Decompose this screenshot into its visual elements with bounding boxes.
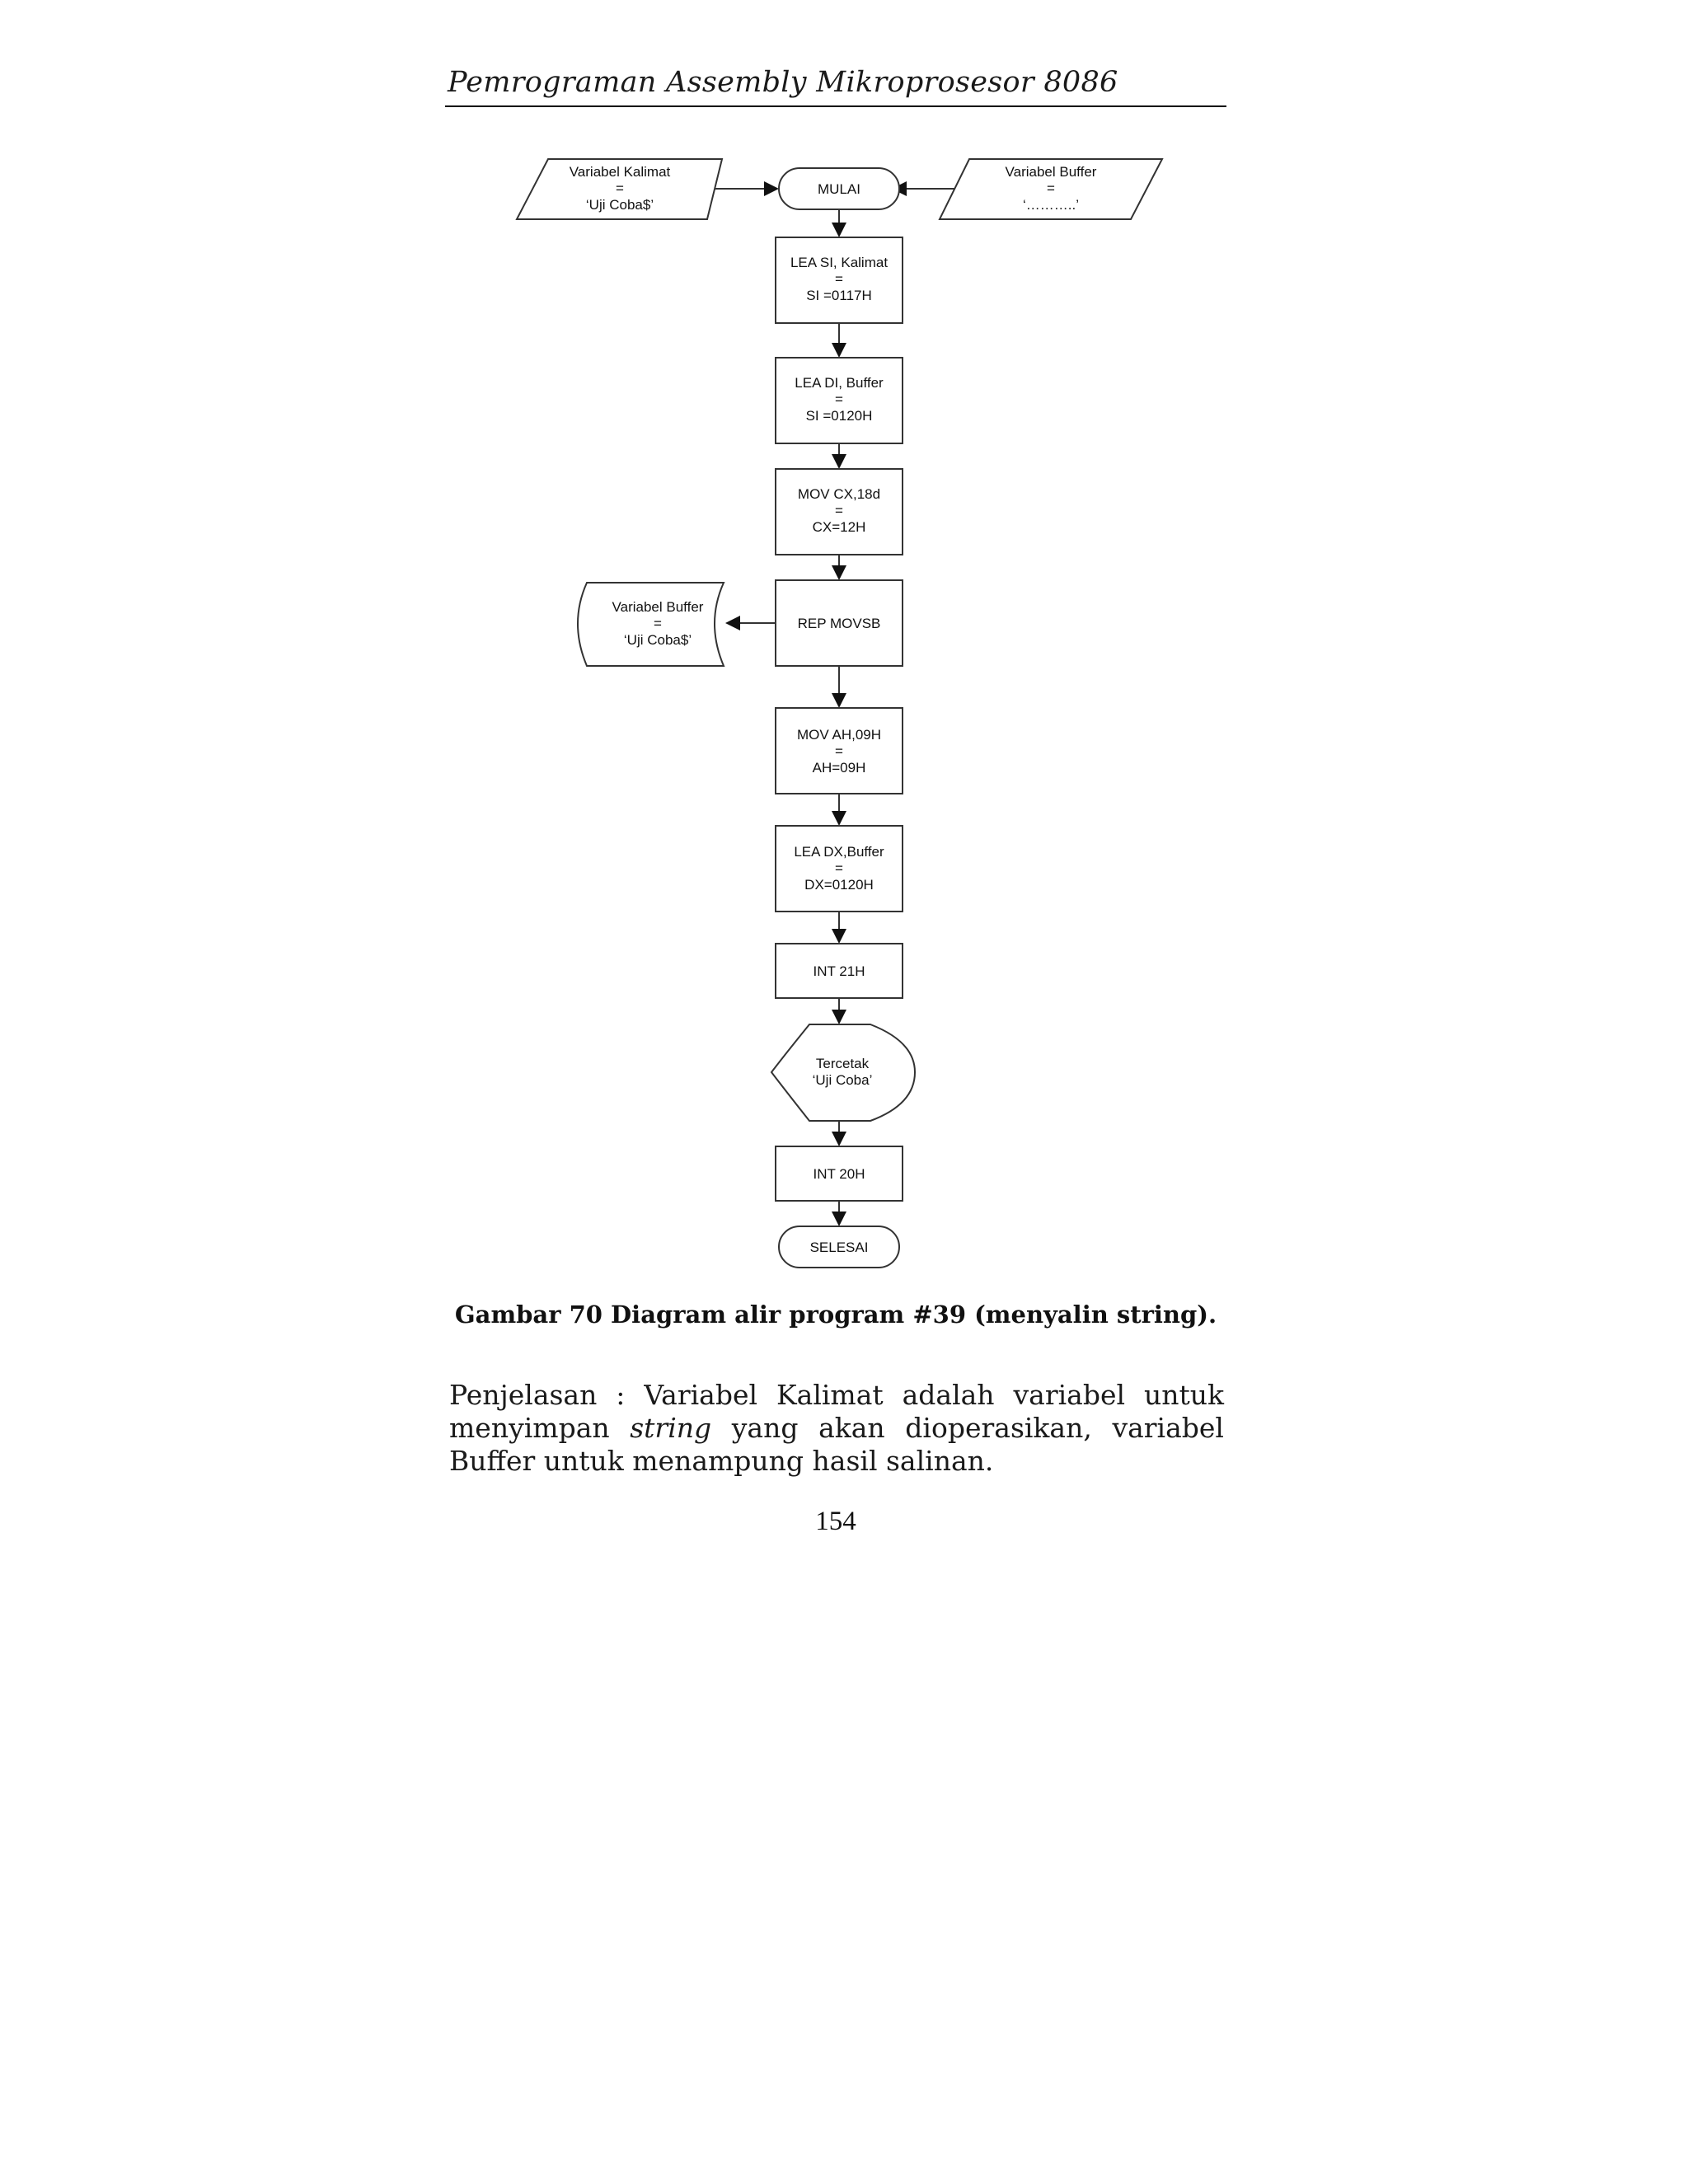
node-text-line: ‘Uji Coba$’: [623, 632, 692, 648]
node-text-line: =: [1047, 180, 1055, 196]
arrowhead-icon: [832, 811, 846, 826]
node-mov-ah: [776, 708, 903, 794]
node-text-line: =: [835, 743, 843, 759]
node-text-line: Variabel Buffer: [612, 599, 704, 615]
explanation-text: Penjelasan : Variabel Kalimat adalah variabel untuk menyimpan: [449, 1379, 1224, 1444]
explanation-paragraph: [449, 1379, 1224, 1478]
arrowhead-icon: [832, 1010, 846, 1024]
page-number: 154: [815, 1507, 856, 1536]
arrowhead-icon: [725, 616, 740, 630]
node-text-line: INT 20H: [813, 1166, 865, 1182]
node-lea-dx: [776, 826, 903, 912]
node-text-line: =: [616, 180, 624, 196]
node-text-line: =: [835, 271, 843, 287]
node-text-line: ‘………..’: [1023, 197, 1079, 213]
node-variabel-buffer: [940, 159, 1162, 219]
node-text-line: LEA DX,Buffer: [794, 844, 884, 860]
node-text-line: MOV CX,18d: [797, 486, 881, 502]
node-text-line: REP MOVSB: [797, 616, 881, 631]
book-title: Pemrograman Assembly Mikroprosesor 8086: [448, 66, 1118, 99]
node-text-line: Variabel Kalimat: [569, 164, 671, 180]
figure-caption: Gambar 70 Diagram alir program #39 (menyalin string).: [454, 1301, 1217, 1329]
explanation-text: yang akan dioperasikan, variabel Buffer untuk menampung hasil salinan.: [449, 1412, 1224, 1477]
node-variabel-buffer-result: [578, 583, 724, 666]
node-variabel-kalimat: [517, 159, 722, 219]
node-text-line: Variabel Buffer: [1005, 164, 1097, 180]
node-text-line: LEA SI, Kalimat: [790, 255, 889, 270]
arrowhead-icon: [764, 181, 779, 196]
node-text-line: CX=12H: [812, 519, 866, 535]
node-text-line: SI =0120H: [805, 408, 873, 424]
arrowhead-icon: [832, 1212, 846, 1226]
arrowhead-icon: [832, 343, 846, 358]
node-text-line: INT 21H: [813, 963, 865, 979]
node-text-line: Tercetak: [815, 1056, 870, 1071]
node-text-line: SI =0117H: [806, 288, 872, 303]
node-text-line: =: [835, 391, 843, 407]
node-lea-si: [776, 237, 903, 323]
node-selesai: [779, 1226, 899, 1268]
arrowhead-icon: [832, 223, 846, 237]
node-mov-cx: [776, 469, 903, 555]
node-mulai: [779, 168, 899, 209]
arrowhead-icon: [832, 693, 846, 708]
node-text-line: ‘Uji Coba$’: [585, 197, 654, 213]
node-lea-di: [776, 358, 903, 443]
node-text-line: DX=0120H: [804, 877, 874, 893]
arrowhead-icon: [832, 565, 846, 580]
explanation-emphasis: string: [630, 1412, 712, 1444]
node-text-line: MOV AH,09H: [796, 727, 882, 743]
node-int20: [776, 1146, 903, 1201]
node-text-line: ‘Uji Coba’: [812, 1072, 873, 1088]
arrowhead-icon: [832, 929, 846, 944]
arrowhead-icon: [832, 1132, 846, 1146]
node-text-line: AH=09H: [812, 760, 866, 776]
node-text-line: =: [835, 860, 843, 876]
node-text-line: =: [835, 503, 843, 518]
node-text-line: LEA DI, Buffer: [795, 375, 884, 391]
node-int21: [776, 944, 903, 998]
node-text-line: =: [654, 616, 662, 631]
node-rep-movsb: [776, 580, 903, 666]
node-text-line: MULAI: [818, 181, 860, 197]
arrowhead-icon: [832, 454, 846, 469]
node-tercetak: [771, 1024, 915, 1121]
node-text-line: SELESAI: [809, 1240, 869, 1255]
